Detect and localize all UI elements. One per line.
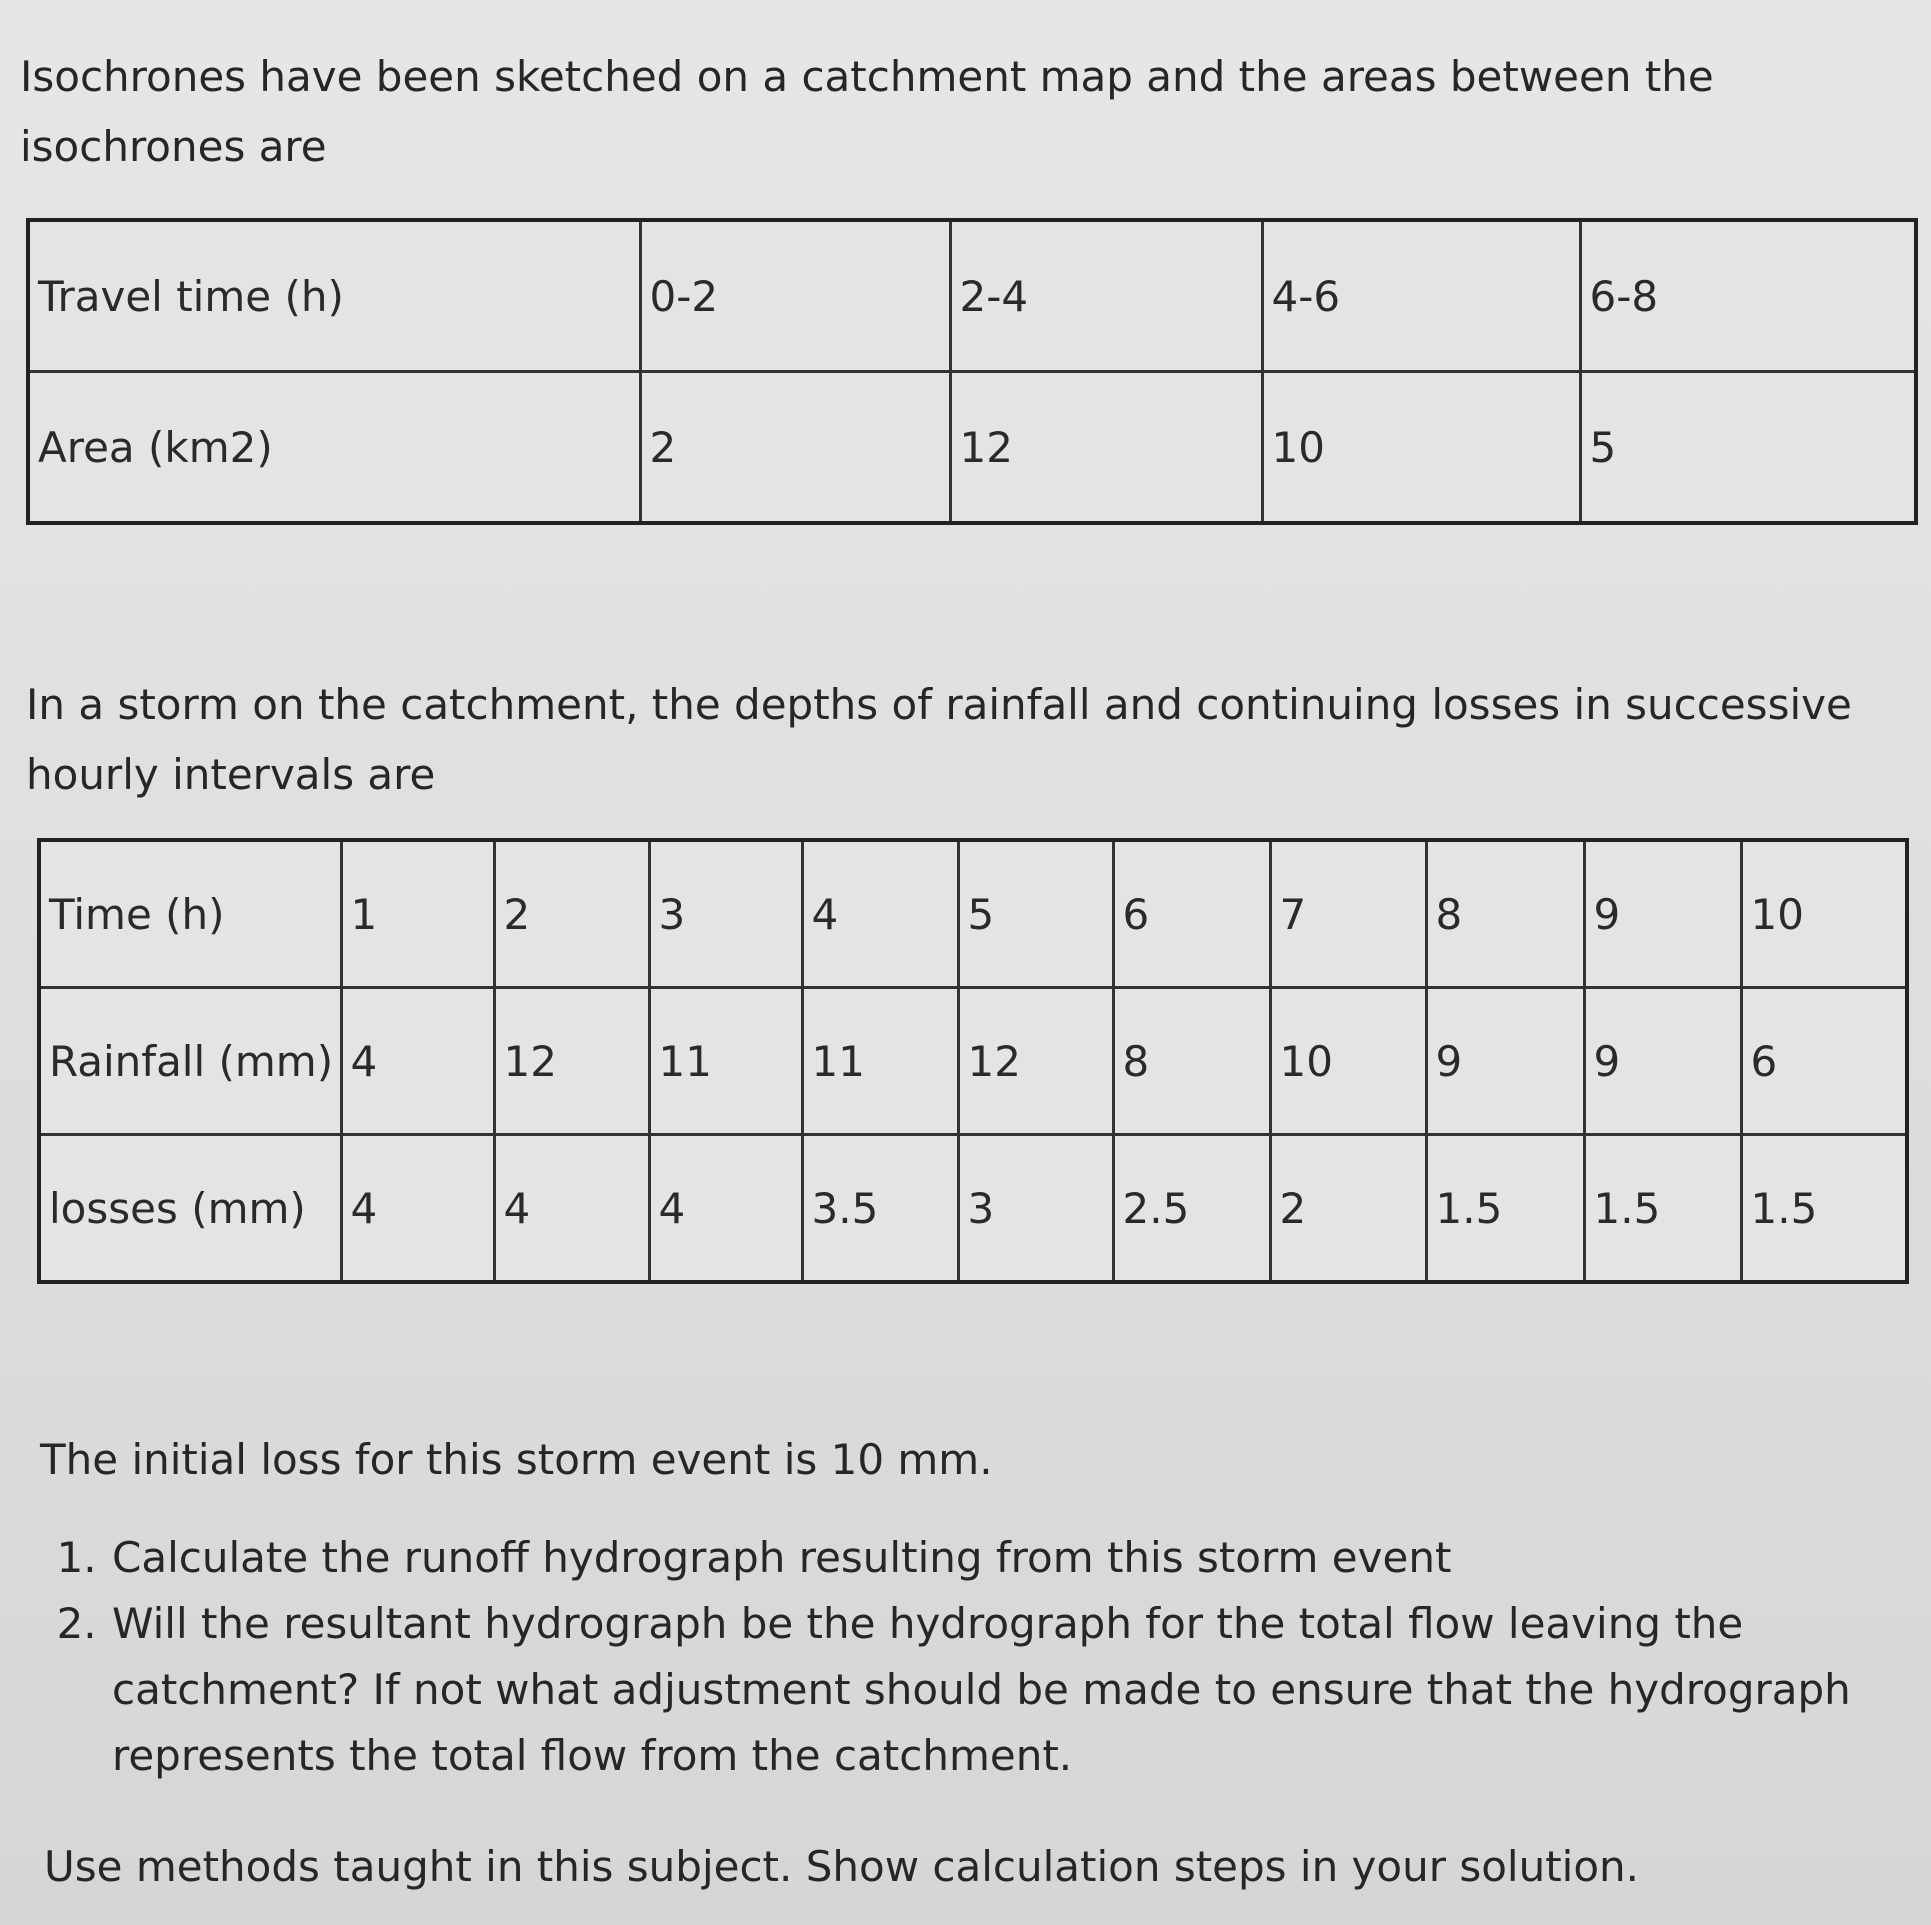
- table-cell: Area (km2): [28, 372, 640, 524]
- table-row: [28, 372, 1916, 524]
- closing-paragraph: Use methods taught in this subject. Show calculation steps in your solution.: [44, 1842, 1639, 1891]
- table-cell: 8: [1113, 988, 1270, 1135]
- table-cell: 10: [1262, 372, 1580, 524]
- storm-paragraph: In a storm on the catchment, the depths of rainfall and continuing losses in successive hourly intervals are: [26, 680, 1852, 799]
- table-cell: 1.5: [1426, 1135, 1584, 1283]
- table-cell: 2.5: [1113, 1135, 1270, 1283]
- table-cell: 10: [1270, 988, 1426, 1135]
- table-cell: 5: [1580, 372, 1916, 524]
- table-cell: 4-6: [1262, 220, 1580, 372]
- table-cell: 1.5: [1584, 1135, 1741, 1283]
- table-cell: 7: [1270, 840, 1426, 988]
- table-cell: 6: [1113, 840, 1270, 988]
- table-cell: Rainfall (mm): [39, 988, 341, 1135]
- table-cell: 6-8: [1580, 220, 1916, 372]
- table-cell: 12: [958, 988, 1113, 1135]
- list-item: 2. Will the resultant hydrograph be the hydrograph for the total flow leaving the catchment? If not what adjustment should be made to ensure that the hydrograph represents the total flow from the catchment.: [110, 1591, 1931, 1789]
- table-cell: Travel time (h): [28, 220, 640, 372]
- table-cell: 4: [341, 1135, 494, 1283]
- intro-paragraph: Isochrones have been sketched on a catchment map and the areas between the isochrones are: [20, 52, 1714, 171]
- table-cell: 11: [802, 988, 958, 1135]
- table-cell: 4: [802, 840, 958, 988]
- initial-loss-paragraph: The initial loss for this storm event is 10 mm.: [40, 1435, 993, 1484]
- table-cell: 5: [958, 840, 1113, 988]
- table-cell: 4: [494, 1135, 649, 1283]
- table-cell: 3.5: [802, 1135, 958, 1283]
- table-row: [39, 1135, 1907, 1283]
- list-item: 1. Calculate the runoff hydrograph resulting from this storm event: [110, 1525, 1931, 1591]
- table-cell: 12: [494, 988, 649, 1135]
- table-row: [39, 840, 1907, 988]
- table-cell: 8: [1426, 840, 1584, 988]
- question-list: [60, 1525, 1931, 1789]
- table-cell: 4: [649, 1135, 802, 1283]
- table-cell: 4: [341, 988, 494, 1135]
- table-cell: 0-2: [640, 220, 950, 372]
- table-cell: 3: [958, 1135, 1113, 1283]
- table-cell: 1.5: [1741, 1135, 1907, 1283]
- table-cell: 2: [1270, 1135, 1426, 1283]
- table-cell: 2: [640, 372, 950, 524]
- table-cell: 9: [1584, 988, 1741, 1135]
- rainfall-table: [37, 838, 1909, 1284]
- table-row: [28, 220, 1916, 372]
- table-cell: 2: [494, 840, 649, 988]
- table-cell: 9: [1584, 840, 1741, 988]
- table-cell: Time (h): [39, 840, 341, 988]
- table-cell: 3: [649, 840, 802, 988]
- table-cell: 10: [1741, 840, 1907, 988]
- table-cell: 1: [341, 840, 494, 988]
- table-cell: losses (mm): [39, 1135, 341, 1283]
- table-cell: 12: [950, 372, 1262, 524]
- table-cell: 2-4: [950, 220, 1262, 372]
- table-cell: 9: [1426, 988, 1584, 1135]
- table-cell: 11: [649, 988, 802, 1135]
- table-row: [39, 988, 1907, 1135]
- table-cell: 6: [1741, 988, 1907, 1135]
- isochrone-table: [26, 218, 1918, 525]
